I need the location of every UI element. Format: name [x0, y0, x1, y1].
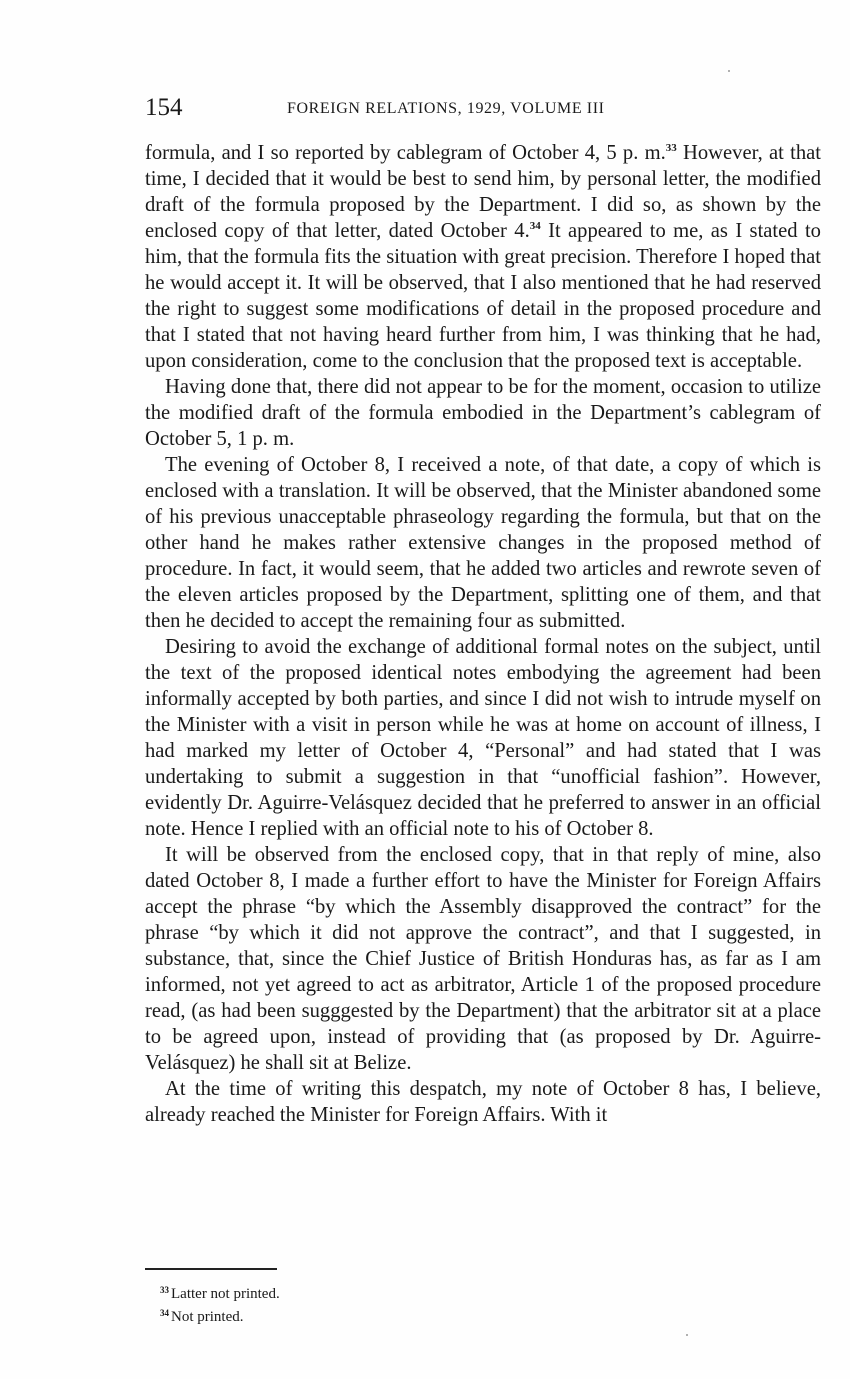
page-header: [145, 94, 820, 124]
paragraph-text: It appeared to me, as I stated to him, that the formula fits the situation with great precision. Therefore I hoped that he would accept it. It will be observed, that I also mentioned that he had reserved the right to suggest some modifications of detail in the proposed procedure and that I stated that not having heard further from him, I was thinking that he had, upon consideration, come to the conclusion that the proposed text is acceptable.: [145, 220, 821, 372]
scan-speck: [686, 1334, 688, 1336]
paragraph: Having done that, there did not appear to be for the moment, occasion to utilize the modified draft of the formula embodied in the Department’s cablegram of October 5, 1 p. m.: [145, 376, 821, 450]
paragraph: At the time of writing this despatch, my note of October 8 has, I believe, already reached the Minister for Foreign Affairs. With it: [145, 1078, 821, 1126]
footnote: [160, 1304, 280, 1327]
paragraph: The evening of October 8, I received a note, of that date, a copy of which is enclosed with a translation. It will be observed, that the Minister abandoned some of his previous unacceptable phraseology regarding the formula, but that on the other hand he makes rather extensive changes in the proposed method of procedure. In fact, it would seem, that he added two articles and rewrote seven of the eleven articles proposed by the Department, splitting one of them, and that then he decided to accept the remaining four as submitted.: [145, 454, 821, 632]
footnote-text: Latter not printed.: [171, 1286, 280, 1302]
footnote-ref: 33: [665, 142, 677, 154]
paragraph: [145, 140, 821, 374]
running-title: FOREIGN RELATIONS, 1929, VOLUME III: [287, 100, 605, 117]
paragraph-text: formula, and I so reported by cablegram of October 4, 5 p. m.: [145, 142, 666, 164]
footnote-divider: [145, 1268, 277, 1270]
footnotes: [160, 1281, 280, 1327]
paragraph: It will be observed from the enclosed copy, that in that reply of mine, also dated October 8, I made a further effort to have the Minister for Foreign Affairs accept the phrase “by which the Assembly disapproved the contract” for the phrase “by which it did not approve the contract”, and that I suggested, in substance, that, since the Chief Justice of British Honduras has, as far as I am informed, not yet agreed to act as arbitrator, Article 1 of the proposed procedure read, (as had been sugggested by the Department) that the arbitrator sit at a place to be agreed upon, instead of providing that (as proposed by Dr. Aguirre-Velásquez) he shall sit at Belize.: [145, 844, 821, 1074]
footnote-text: Not printed.: [171, 1309, 244, 1325]
paragraph-text: However, at that time, I decided that it would be best to send him, by personal letter, the modified draft of the formula proposed by the Department. I did so, as shown by the enclosed copy of that letter, dated October 4.: [145, 142, 821, 242]
scan-speck: [728, 70, 730, 72]
footnote-mark: 33: [160, 1285, 169, 1295]
footnote-ref: 34: [529, 220, 541, 232]
body-text: [145, 140, 821, 1128]
paragraph: Desiring to avoid the exchange of additional formal notes on the subject, until the text of the proposed identical notes embodying the agreement had been informally accepted by both parties, and since I did not wish to intrude myself on the Minister with a visit in person while he was at home on account of illness, I had marked my letter of October 4, “Personal” and had stated that I was undertaking to submit a suggestion in that “unofficial fashion”. However, evidently Dr. Aguirre-Velásquez decided that he preferred to answer in an official note. Hence I replied with an official note to his of October 8.: [145, 636, 821, 840]
footnote: [160, 1281, 280, 1304]
page-number: 154: [145, 94, 183, 121]
footnote-mark: 34: [160, 1308, 169, 1318]
